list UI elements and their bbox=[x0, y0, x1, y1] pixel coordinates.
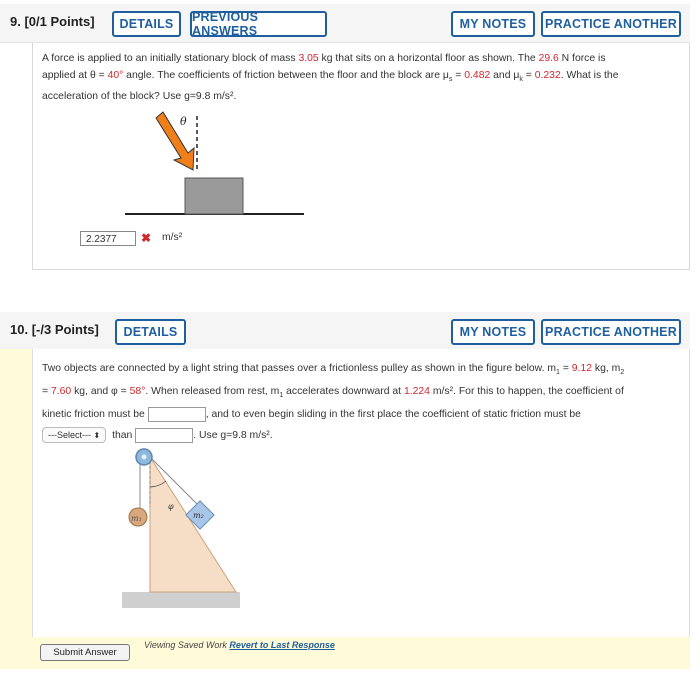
static-friction-input[interactable] bbox=[135, 428, 193, 443]
q9-number-points: 9. [0/1 Points] bbox=[10, 14, 95, 29]
q9-answer-field[interactable]: 2.2377 bbox=[80, 231, 136, 246]
q10-details-button[interactable]: DETAILS bbox=[115, 319, 186, 345]
q10-header bbox=[0, 312, 690, 351]
q9-previous-answers-button[interactable]: PREVIOUS ANSWERS bbox=[190, 11, 327, 37]
q9-force-diagram bbox=[120, 108, 310, 220]
kinetic-friction-input[interactable] bbox=[148, 407, 206, 422]
select-arrows-icon: ⬍ bbox=[93, 431, 101, 441]
phi-label: φ bbox=[168, 502, 174, 511]
q10-question-text: Two objects are connected by a light string that passes over a frictionless pulley as shown in the figure below. $m_1 = 9.12$ kg, $m_2$ = 7.60 kg, and φ = 58°. When released from rest, $m_1$ accelerates downward at 1.224 m/s². For this to happen, the coefficient of kinetic friction must be , and to even begin sliding in the first place the coefficient of static friction must be ---Select--- ⬍ than . Use g=9.8 m/s². bbox=[42, 363, 625, 442]
submit-answer-button[interactable]: Submit Answer bbox=[40, 644, 130, 661]
theta-label: θ bbox=[180, 115, 187, 128]
q10-my-notes-button[interactable]: MY NOTES bbox=[451, 319, 535, 345]
q9-question-text: A force is applied to an initially stationary block of mass 3.05 kg that sits on a horizontal floor as shown. The 29.6 N force is applied at θ = 40° angle. The coefficients of friction between the floor and the block are $\mu_s = 0.482$ and $\mu_k = 0.232$. What is the acceleration of the block? Use g=9.8 m/s². bbox=[42, 53, 619, 103]
q9-header bbox=[0, 4, 690, 43]
q9-answer-unit: m/s² bbox=[162, 232, 183, 243]
q9-practice-another-button[interactable]: PRACTICE ANOTHER bbox=[541, 11, 681, 37]
comparison-select[interactable]: ---Select--- ⬍ bbox=[42, 427, 106, 443]
q10-practice-another-button[interactable]: PRACTICE ANOTHER bbox=[541, 319, 681, 345]
svg-text:m₂: m₂ bbox=[193, 511, 204, 520]
svg-text:m₁: m₁ bbox=[131, 514, 142, 523]
q10-pulley-diagram bbox=[118, 447, 248, 617]
incorrect-x-icon: ✖ bbox=[141, 231, 152, 245]
saved-work-notice: Viewing Saved Work Revert to Last Response bbox=[144, 640, 335, 650]
q10-number-points: 10. [-/3 Points] bbox=[10, 322, 99, 337]
q9-details-button[interactable]: DETAILS bbox=[112, 11, 181, 37]
q9-my-notes-button[interactable]: MY NOTES bbox=[451, 11, 535, 37]
revert-link[interactable]: Revert to Last Response bbox=[229, 640, 335, 650]
block-shape bbox=[185, 178, 243, 214]
incline-wedge bbox=[150, 457, 236, 592]
ground-shape bbox=[122, 592, 240, 608]
force-arrow-icon bbox=[156, 112, 194, 170]
